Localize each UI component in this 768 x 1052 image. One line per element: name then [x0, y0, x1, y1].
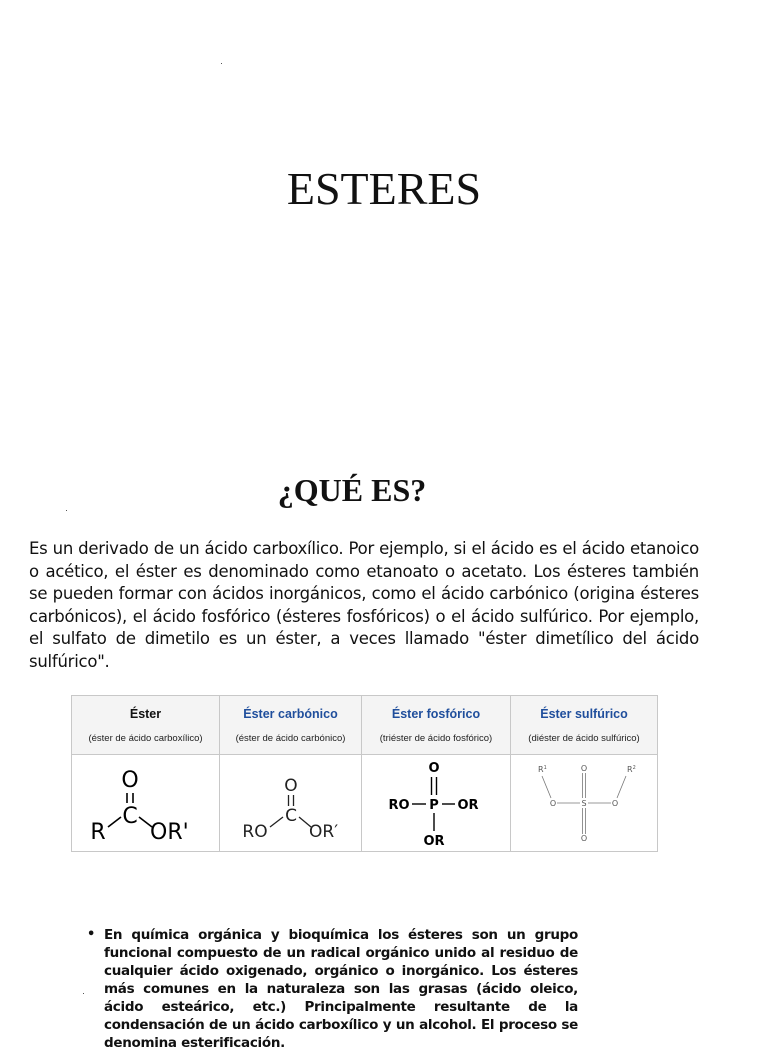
or-group: OR′: [308, 822, 338, 842]
header-phosphoric-ester-link[interactable]: Éster fosfórico: [391, 706, 481, 721]
oxygen-bottom: O: [580, 834, 588, 843]
stray-dot: [66, 510, 67, 511]
oxygen-top: O: [580, 764, 588, 773]
r1-group: $R^1$: [538, 765, 547, 774]
table-structure-row: [72, 755, 658, 852]
stray-dot: [221, 63, 222, 64]
table-header-row: [72, 696, 658, 755]
oxygen-top: O: [428, 761, 440, 776]
header-sulfuric-ester-link[interactable]: Éster sulfúrico: [540, 706, 628, 721]
carbonic-ester-structure-diagram: [223, 757, 359, 849]
or-group: OR': [149, 820, 189, 845]
oxygen-right: O: [611, 799, 619, 808]
header-carbonic-ester[interactable]: [220, 696, 362, 755]
bullet-text: En química orgánica y bioquímica los ésteres son un grupo funcional compuesto de un radical orgánico unido al residuo de cualquier ácido oxigenado, orgánico o inorgánico. Los ésteres más comunes en la naturaleza son las grasas (ácido oleico, ácido esteárico, etc.) Principalmente resultante de la condensación de un ácido carboxílico y un alcohol. El proceso se denomina esterificación.: [104, 927, 578, 1051]
carbonyl-oxygen: O: [283, 776, 298, 796]
header-phosphoric-ester[interactable]: [362, 696, 511, 755]
structure-cell-phosphoric: [362, 755, 511, 852]
bullet-marker: •: [87, 927, 96, 942]
header-sulfuric-ester[interactable]: [511, 696, 658, 755]
or-group-bottom: OR: [423, 834, 445, 849]
or-group-right: OR: [457, 798, 479, 813]
r2-group: $R^2$: [627, 765, 636, 774]
page-title: ESTERES: [286, 163, 482, 214]
header-sulfuric-ester-sub: (diéster de ácido sulfúrico): [528, 732, 640, 744]
structure-cell-carbonic: [220, 755, 362, 852]
phosphorus-atom: P: [429, 798, 439, 813]
structure-cell-ester: [72, 755, 220, 852]
ro-group: RO: [388, 798, 410, 813]
intro-paragraph: Es un derivado de un ácido carboxílico. Por ejemplo, si el ácido es el ácido etanoico o acético, el éster es denominado como etanoato o acetato. Los ésteres también se pueden formar con ácidos inorgánicos, como el ácido carbónico (origina ésteres carbónicos), el ácido fosfórico (ésteres fosfóricos) o el ácido sulfúrico. Por ejemplo, el sulfato de dimetilo es un éster, a veces llamado "éster dimetílico del ácido sulfúrico".: [29, 539, 699, 671]
header-carbonic-ester-link[interactable]: Éster carbónico: [243, 706, 338, 721]
header-phosphoric-ester-sub: (triéster de ácido fosfórico): [379, 732, 493, 744]
r-group: R: [89, 820, 106, 845]
header-ester-sub: (éster de ácido carboxílico): [88, 732, 203, 744]
ro-group: RO: [241, 822, 268, 842]
phosphoric-ester-structure-diagram: [380, 757, 492, 849]
oxygen-left: O: [549, 799, 557, 808]
carbon-atom: C: [284, 806, 297, 826]
ester-types-table: [71, 695, 658, 852]
carbon-atom: C: [121, 804, 138, 829]
structure-cell-sulfuric: [511, 755, 658, 852]
section-heading: ¿QUÉ ES?: [277, 472, 427, 508]
header-carbonic-ester-sub: (éster de ácido carbónico): [235, 732, 346, 744]
ester-structure-diagram: [76, 757, 216, 849]
stray-dot: [83, 993, 84, 994]
sulfuric-ester-structure-diagram: [528, 757, 640, 849]
header-ester: [72, 696, 220, 755]
sulfur-atom: S: [581, 799, 587, 808]
carbonyl-oxygen: O: [120, 768, 139, 793]
header-ester-name: Éster: [129, 706, 162, 721]
bullet-item: [87, 926, 578, 1052]
